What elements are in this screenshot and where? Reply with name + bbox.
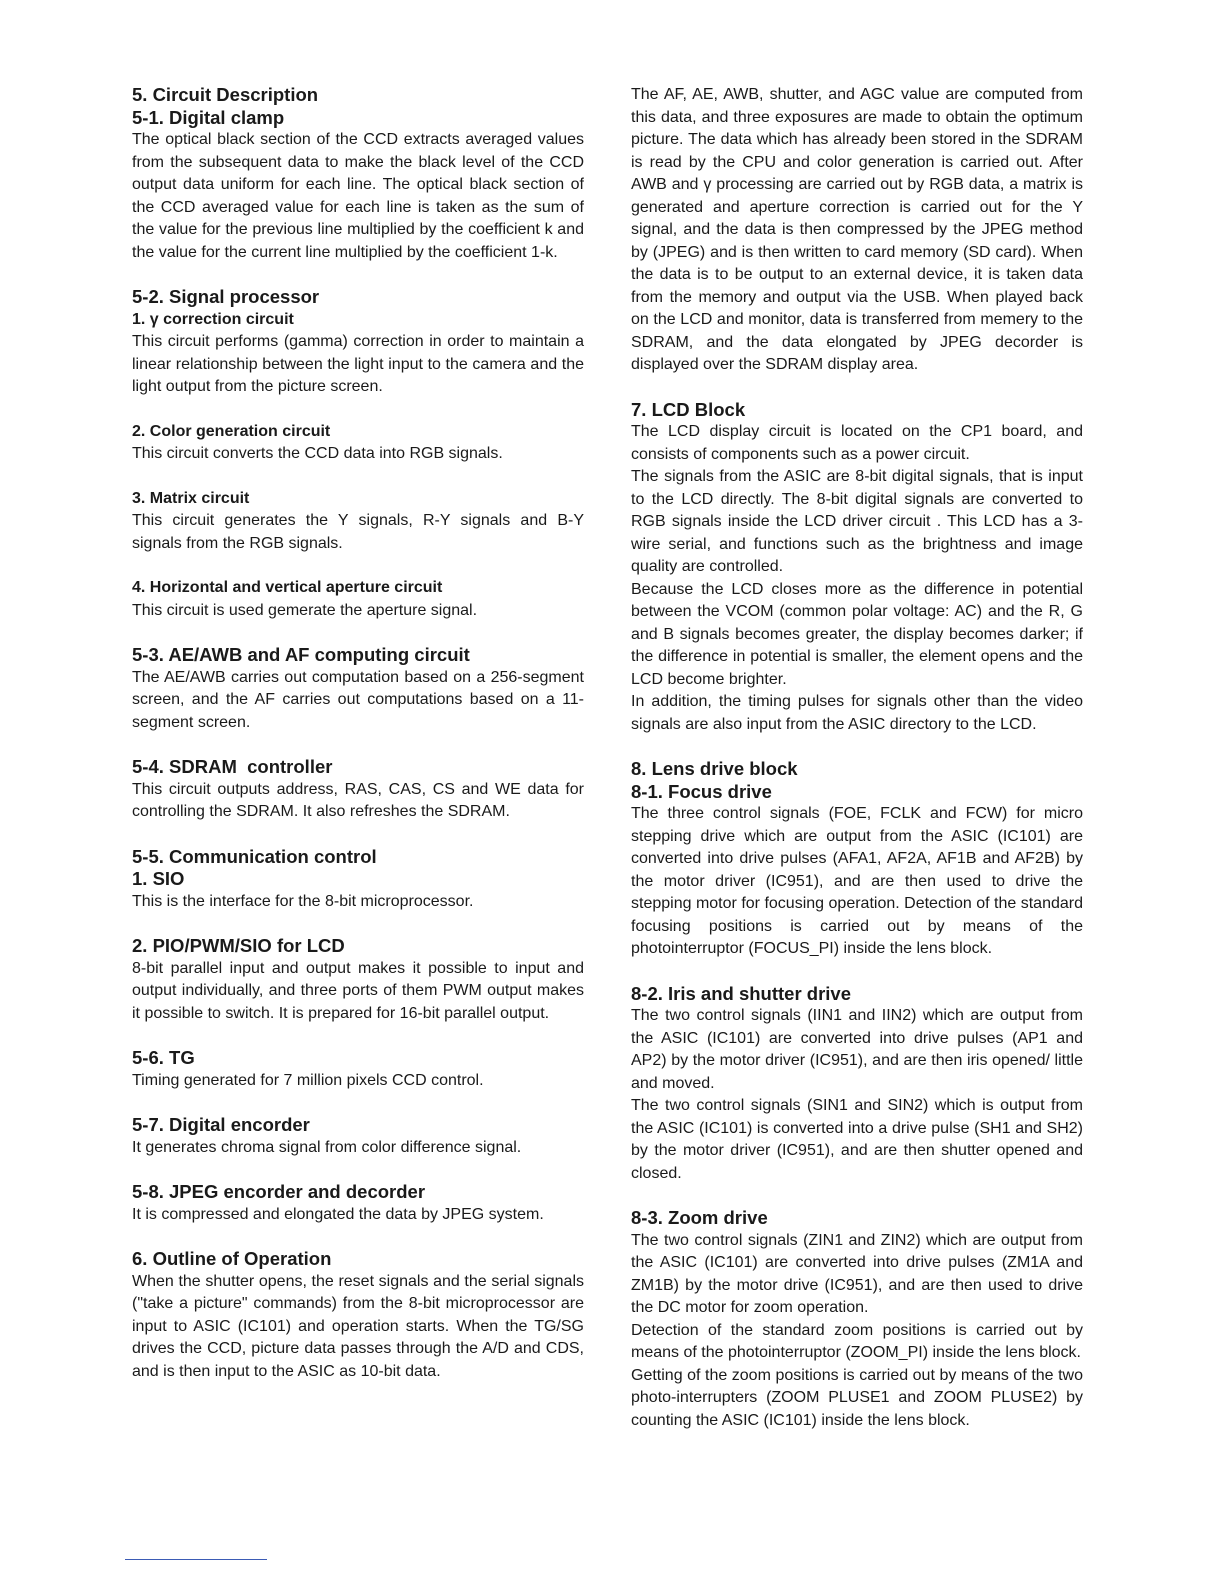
section-5-2-4-heading: 4. Horizontal and vertical aperture circuit [132, 579, 443, 596]
section-6-continued-text: The AF, AE, AWB, shutter, and AGC value are computed from this data, and three exposures are made to obtain the optimum picture. The data which has already been stored in the SDRAM is read by the CPU and color generation is carried out. After AWB and γ processing are carried out by RGB data, a matrix is generated and aperture correction is carried out for the Y signal, and the data is then compressed by the JPEG method by (JPEG) and is then written to card memory (SD card). When the data is to be output to an external device, it is taken data from the memory and output via the USB. When played back on the LCD and monitor, data is transferred from memery to the SDRAM, and the data elongated by JPEG decorder is displayed over the SDRAM display area. [631, 86, 1083, 373]
section-5-6-heading: 5-6. TG [132, 1047, 195, 1068]
section-8-2-heading: 8-2. Iris and shutter drive [631, 982, 852, 1004]
section-5-7-text: It generates chroma signal from color difference signal. [132, 1138, 522, 1156]
footer-rule [125, 1559, 267, 1560]
section-5-4-heading: 5-4. SDRAM controller [132, 756, 333, 777]
section-8-heading: 8. Lens drive block [631, 758, 798, 779]
section-5-5-2-heading: 2. PIO/PWM/SIO for LCD [132, 935, 345, 956]
section-5-8-text: It is compressed and elongated the data by JPEG system. [132, 1205, 544, 1223]
section-8-3-paragraph-1: The two control signals (ZIN1 and ZIN2) which are output from the ASIC (IC101) are converted into drive pulses (ZM1A and ZM1B) by the motor drive (IC951), and are then used to drive the DC motor for zoom operation. [631, 1231, 1083, 1316]
section-5-5-2-text: 8-bit parallel input and output makes it possible to input and output individually, and three ports of them PWM output makes it possible to switch. It is prepared for 16-bit parallel output. [132, 959, 584, 1022]
section-7-paragraph-1: The LCD display circuit is located on the CP1 board, and consists of components such as a power circuit. [631, 423, 1083, 463]
section-8-3-paragraph-2: Detection of the standard zoom positions is carried out by means of the photointerruptor (ZOOM_PI) inside the lens block. [631, 1321, 1083, 1361]
section-5-heading: 5. Circuit Description [132, 84, 319, 105]
section-7-heading: 7. LCD Block [631, 398, 746, 420]
section-8-2-paragraph-2: The two control signals (SIN1 and SIN2) which is output from the ASIC (IC101) is converted into a drive pulse (SH1 and SH2) by the motor driver (IC951), and are then shutter opened and closed. [631, 1097, 1083, 1182]
section-5-2-2-text: This circuit converts the CCD data into RGB signals. [132, 445, 503, 462]
section-8-3-heading: 8-3. Zoom drive [631, 1207, 768, 1228]
left-column [132, 84, 584, 1383]
section-5-3-heading: 5-3. AE/AWB and AF computing circuit [132, 644, 470, 665]
section-5-3-text: The AE/AWB carries out computation based on a 256-segment screen, and the AF carries out computations based on a 11-segment screen. [132, 668, 584, 731]
section-5-5-1-text: This is the interface for the 8-bit microprocessor. [132, 892, 474, 910]
section-5-7-heading: 5-7. Digital encorder [132, 1114, 310, 1135]
section-5-1-heading: 5-1. Digital clamp [132, 106, 285, 128]
section-7-paragraph-2: The signals from the ASIC are 8-bit digital signals, that is input to the LCD directly. The 8-bit digital signals are converted to RGB signals inside the LCD driver circuit . This LCD has a 3-wire serial, and functions such as the brightness and image quality are controlled. [631, 468, 1083, 575]
section-5-2-1-heading: 1. γ correction circuit [132, 310, 294, 328]
section-5-2-1-text: This circuit performs (gamma) correction in order to maintain a linear relationship between the light input to the camera and the light output from the picture screen. [132, 333, 584, 395]
section-5-4-text: This circuit outputs address, RAS, CAS, CS and WE data for controlling the SDRAM. It also refreshes the SDRAM. [132, 780, 584, 820]
section-5-2-3-heading: 3. Matrix circuit [132, 489, 250, 507]
section-5-5-heading: 5-5. Communication control [132, 845, 377, 867]
section-5-6-text: Timing generated for 7 million pixels CCD control. [132, 1071, 484, 1089]
section-5-2-2-heading: 2. Color generation circuit [132, 422, 331, 440]
section-5-2-heading: 5-2. Signal processor [132, 286, 320, 307]
section-5-8-heading: 5-8. JPEG encorder and decorder [132, 1181, 426, 1202]
section-6-heading: 6. Outline of Operation [132, 1248, 332, 1269]
section-7-paragraph-3: Because the LCD closes more as the difference in potential between the VCOM (common polar voltage: AC) and the R, G and B signals becomes greater, the display becomes darker; if the difference in potential is smaller, the element opens and the LCD become brighter. [631, 580, 1083, 688]
section-7-paragraph-4: In addition, the timing pulses for signals other than the video signals are also input from the ASIC directory to the LCD. [631, 693, 1083, 733]
section-8-2-paragraph-1: The two control signals (IIN1 and IIN2) which are output from the ASIC (IC101) are converted into drive pulses (AP1 and AP2) by the motor driver (IC951), and are then iris opened/ little and moved. [631, 1007, 1083, 1092]
section-8-3-paragraph-3: Getting of the zoom positions is carried out by means of the two photo-interrupters (ZOOM PLUSE1 and ZOOM PLUSE2) by counting the ASIC (IC101) inside the lens block. [631, 1366, 1083, 1429]
section-5-2-4-text: This circuit is used gemerate the aperture signal. [132, 601, 478, 619]
section-5-2-3-text: This circuit generates the Y signals, R-Y signals and B-Y signals from the RGB signals. [132, 512, 584, 552]
section-6-text: When the shutter opens, the reset signals and the serial signals ("take a picture" commands) from the 8-bit microprocessor are input to ASIC (IC101) and operation starts. When the TG/SG drives the CCD, picture data passes through the A/D and CDS, and is then input to the ASIC as 10-bit data. [132, 1272, 584, 1380]
section-5-1-text: The optical black section of the CCD extracts averaged values from the subsequent data to make the black level of the CCD output data uniform for each line. The optical black section of the CCD averaged value for each line is taken as the sum of the value for the previous line multiplied by the coefficient k and the value for the current line multiplied by the coefficient 1-k. [132, 131, 584, 261]
section-8-1-heading: 8-1. Focus drive [631, 780, 772, 802]
right-column [631, 84, 1083, 1432]
section-5-5-1-heading: 1. SIO [132, 868, 185, 889]
section-8-1-text: The three control signals (FOE, FCLK and FCW) for micro stepping drive which are output from the ASIC (IC101) are converted into drive pulses (AFA1, AF2A, AF1B and AF2B) by the motor driver (IC951), and are then used to drive the stepping motor for focusing operation. Detection of the standard focusing positions is carried out by means of the photointerruptor (FOCUS_PI) inside the lens block. [631, 805, 1083, 957]
